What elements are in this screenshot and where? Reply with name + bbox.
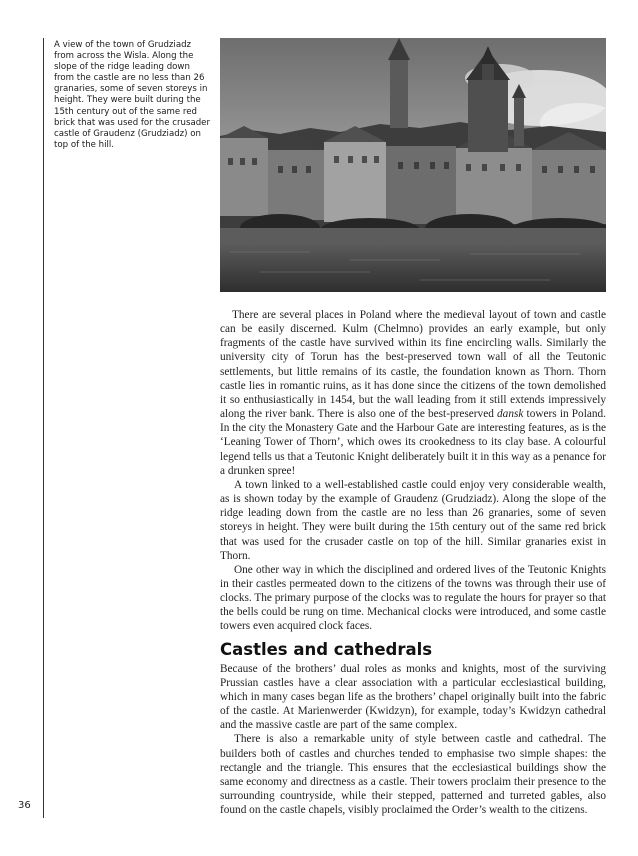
paragraph: A town linked to a well-established castle could enjoy very considerable wealth, as is shown today by the example of Graudenz (Grudziadz). Along the slope of the ridge leading down from the castle are no less than 26 granaries, some of seven storeys in height. They were built during the 15th century out of the same red brick that was used for the crusader castle on top of the hill. Similar granaries exist in Thorn. (220, 478, 606, 562)
paragraph: Because of the brothers’ dual roles as monks and knights, most of the surviving Prussian castles have a clear association with a particular ecclesiastical building, which in many cases began life as the brothers’ chapel originally built into the fabric of the castle. At Marienwerder (Kwidzyn), for example, today’s Kwidzyn cathedral and the massive castle are part of the same complex. (220, 662, 606, 732)
paragraph-text: There are several places in Poland where the medieval layout of town and castle can be easily discerned. Kulm (Chelmno) provides an early example, but only fragments of the castle have survived within its fine encircling walls. Similarly the university city of Torun has the best-preserved town wall of all the Teutonic settlements, but little remains of its castle, the foundation known as Thorn. Thorn castle lies in romantic ruins, as it has done since the citizens of the town demolished it so enthusiastically in 1454, but the wall leading from it still extends impressively along the river bank. There is also one of the best-preserved (220, 309, 606, 421)
emphasis-text: dansk (497, 408, 524, 421)
margin-rule (43, 38, 44, 818)
photo-grudziadz-townscape (220, 38, 606, 292)
paragraph: One other way in which the disciplined and ordered lives of the Teutonic Knights in their castles permeated down to the citizens of the towns was through their use of clocks. The primary purpose of the clocks was to regulate the hours for prayer so that the bells could be rung on time. Mechanical clocks were introduced, and some castle towers even acquired clock faces. (220, 563, 606, 633)
page-number: 36 (18, 800, 31, 811)
paragraph-text: towers in Poland. In the city the Monastery Gate and the Harbour Gate are interesting features, as is the ‘Leaning Tower of Thorn’, which owes its crookedness to its clay base. A colourful legend tells us that a Teutonic Knight deliberately built it in this way as a penance for a drunken spree! (220, 408, 606, 477)
section-heading: Castles and cathedrals (220, 639, 433, 659)
photo-caption: A view of the town of Grudziadz from across the Wisla. Along the slope of the ridge leading down from the castle are no less than 26 granaries, some of seven storeys in height. They were built during the 15th century out of the same red brick that was used for the crusader castle of Graudenz (Grudziadz) on top of the hill. (54, 40, 211, 150)
article-body (220, 308, 606, 817)
paragraph: There is also a remarkable unity of style between castle and cathedral. The builders both of castles and churches tended to emphasise two simple shapes: the rectangle and the triangle. This ensures that the ecclesiastical buildings show the same economy and directness as a castle. Their towers proclaim their presence to the surrounding countryside, while their stepped, patterned and turreted gables, also found on the castle chapels, visibly proclaimed the Order’s wealth to the citizens. (220, 733, 606, 817)
paragraph (220, 308, 606, 478)
